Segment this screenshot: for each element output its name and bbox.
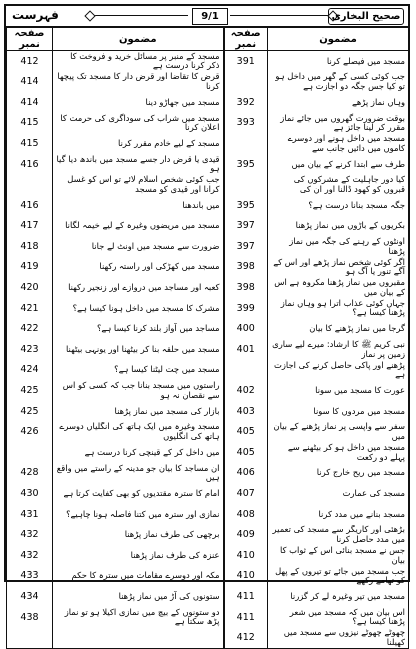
toc-entry-subject: مسجد میں فیصلے کرنا (268, 51, 409, 72)
toc-entry-page: 425 (7, 401, 53, 422)
toc-entry-page: 399 (224, 298, 268, 319)
table-row (7, 51, 409, 72)
toc-entry-page: 415 (7, 113, 53, 134)
toc-entry-subject: ضرورت سے مسجد میں اونٹ لے جانا (53, 236, 224, 257)
toc-entry-subject: امام کا سترہ مقتدیوں کو بھی کفایت کرتا ہے (53, 483, 224, 504)
toc-entry-subject: مشرک کا مسجد میں داخل ہونا کیسا ہے؟ (53, 298, 224, 319)
toc-entry-subject: مسجد میں مردوں کا سونا (268, 401, 409, 422)
column-header-page: صفحہ نمبر (224, 28, 268, 51)
toc-entry-subject: کیا دور جاہلیت کے مشرکوں کی قبروں کو کھود ڈالنا اور ان کی (268, 175, 409, 196)
header-ornament-line-left (90, 15, 188, 16)
table-row (7, 175, 409, 196)
table-row (7, 566, 409, 587)
toc-entry-subject: سفر سے واپسی پر نماز پڑھنے کے بیان میں (268, 422, 409, 443)
toc-entry-page: 405 (224, 422, 268, 443)
table-row (7, 154, 409, 175)
toc-entry-subject: جہاں کوئی عذاب اترا ہو وہاں نماز پڑھنا کیسا ہے؟ (268, 298, 409, 319)
toc-entry-page: 416 (7, 195, 53, 216)
table-row (7, 504, 409, 525)
toc-entry-page: 418 (7, 236, 53, 257)
toc-entry-subject: بکریوں کے باڑوں میں نماز پڑھنا (268, 216, 409, 237)
table-row (7, 401, 409, 422)
toc-entry-page: 407 (224, 483, 268, 504)
toc-entry-subject: ستونوں کی آڑ میں نماز پڑھنا (53, 586, 224, 607)
toc-entry-page: 434 (7, 586, 53, 607)
toc-entry-page: 411 (224, 586, 268, 607)
toc-entry-subject: مسجد کی عمارت (268, 483, 409, 504)
table-row (7, 216, 409, 237)
toc-entry-page: 414 (7, 92, 53, 113)
toc-entry-page: 432 (7, 525, 53, 546)
toc-entry-page: 395 (224, 154, 268, 175)
toc-entry-subject: مسجد میں شراب کی سوداگری کی حرمت کا اعلان کرنا (53, 113, 224, 134)
toc-entry-page (224, 175, 268, 196)
toc-entry-page: 420 (7, 278, 53, 299)
toc-entry-page: 419 (7, 257, 53, 278)
toc-entry-page: 414 (7, 72, 53, 93)
toc-entry-subject: عنزہ کی طرف نماز پڑھنا (53, 545, 224, 566)
table-row (7, 360, 409, 381)
toc-entry-page: 410 (224, 545, 268, 566)
toc-entry-subject: مسجد میں داخل ہونے اور دوسرے کاموں میں دائیں جانب سے (268, 133, 409, 154)
toc-entry-page: 405 (224, 442, 268, 463)
column-header-subject: مضمون (53, 28, 224, 51)
table-row (7, 483, 409, 504)
toc-entry-page: 422 (7, 319, 53, 340)
volume-number: 9/1 (192, 8, 228, 25)
toc-entry-subject: مسجد میں جھاڑو دینا (53, 92, 224, 113)
table-row (7, 113, 409, 134)
toc-entry-subject: بوقت ضرورت گھروں میں جائے نماز مقرر کر لینا جائز ہے (268, 113, 409, 134)
toc-entry-subject: وہاں نماز پڑھے (268, 92, 409, 113)
toc-entry-subject: اگر کوئی شخص نماز پڑھے اور اس کے آگے تنور یا آگ ہو (268, 257, 409, 278)
toc-entry-page: 406 (224, 463, 268, 484)
toc-entry-page: 392 (224, 92, 268, 113)
table-row (7, 463, 409, 484)
toc-entry-subject: طرف سے ابتدا کرنے کے بیان میں (268, 154, 409, 175)
toc-entry-page: 393 (224, 113, 268, 134)
toc-entry-page: 438 (7, 607, 53, 628)
toc-entry-subject: مسجد میں مریضوں وغیرہ کے لیے خیمہ لگانا (53, 216, 224, 237)
toc-entry-subject: اس بیان میں کہ مسجد میں شعر پڑھنا کیسا ہے؟ (268, 607, 409, 628)
toc-entry-page (7, 175, 53, 196)
toc-entry-page: 391 (224, 51, 268, 72)
toc-entry-page: 416 (7, 154, 53, 175)
toc-entry-subject: مقبروں میں نماز پڑھنا مکروہ ہے اس کے بیان میں (268, 278, 409, 299)
toc-entry-subject (53, 628, 224, 649)
toc-entry-page: 400 (224, 319, 268, 340)
page-title: فہرست (12, 8, 59, 22)
table-row (7, 442, 409, 463)
table-row (7, 72, 409, 93)
toc-entry-page: 395 (224, 195, 268, 216)
table-row (7, 298, 409, 319)
toc-entry-subject: گرجا میں نماز پڑھنے کا بیان (268, 319, 409, 340)
toc-entry-page: 398 (224, 257, 268, 278)
toc-entry-page (7, 442, 53, 463)
toc-entry-page: 397 (224, 216, 268, 237)
column-header-subject: مضمون (268, 28, 409, 51)
toc-entry-subject: مساجد میں آواز بلند کرنا کیسا ہے؟ (53, 319, 224, 340)
toc-entry-page: 417 (7, 216, 53, 237)
toc-entry-subject: مسجد وغیرہ میں ایک ہاتھ کی انگلیاں دوسرے ہاتھ کی انگلیوں (53, 422, 224, 443)
toc-entry-subject: ان مساجد کا بیان جو مدینہ کے راستے میں واقع ہیں (53, 463, 224, 484)
toc-entry-subject: جگہ مسجد بنانا درست ہے؟ (268, 195, 409, 216)
toc-page (4, 4, 410, 647)
column-header-page: صفحہ نمبر (7, 28, 53, 51)
toc-entry-page: 401 (224, 339, 268, 360)
toc-entry-subject: جب کوئی کسی کے گھر میں داخل ہو تو کیا جس جگہ دو اجازت ہے (268, 72, 409, 93)
toc-table (6, 27, 409, 649)
book-title: صحیح البخاری (328, 8, 404, 25)
toc-entry-page: 409 (224, 525, 268, 546)
toc-entry-page: 430 (7, 483, 53, 504)
table-row (7, 381, 409, 402)
toc-entry-subject: میں داخل کر کے قینچی کرنا درست ہے (53, 442, 224, 463)
toc-entry-subject: نمازی اور سترہ میں کتنا فاصلہ ہونا چاہیے؟ (53, 504, 224, 525)
toc-entry-subject: دو ستونوں کے بیچ میں نمازی اکیلا ہو تو نماز پڑھ سکتا ہے (53, 607, 224, 628)
toc-entry-page: 428 (7, 463, 53, 484)
table-row (7, 319, 409, 340)
toc-entry-page: 411 (224, 607, 268, 628)
table-row (7, 236, 409, 257)
toc-entry-page (7, 628, 53, 649)
page-header (6, 6, 408, 27)
table-row (7, 422, 409, 443)
toc-entry-page: 421 (7, 298, 53, 319)
table-row (7, 545, 409, 566)
toc-entry-subject: عورت کا مسجد میں سونا (268, 381, 409, 402)
toc-entry-subject: جس نے مسجد بنائی اس کے ثواب کا بیان (268, 545, 409, 566)
toc-entry-subject: مسجد میں داخل ہو کر بیٹھنے سے پہلے دو رکعت (268, 442, 409, 463)
toc-entry-subject: مکہ اور دوسرے مقامات میں سترہ کا حکم (53, 566, 224, 587)
toc-entry-subject: بازار کی مسجد میں نماز پڑھنا (53, 401, 224, 422)
toc-entry-subject: چھوٹے چھوٹے نیزوں سے مسجد میں کھیلنا (268, 628, 409, 649)
table-row (7, 278, 409, 299)
toc-entry-page (224, 360, 268, 381)
toc-entry-page: 397 (224, 236, 268, 257)
toc-entry-page: 410 (224, 566, 268, 587)
toc-entry-page (224, 72, 268, 93)
toc-entry-page: 415 (7, 133, 53, 154)
toc-entry-subject: برچھی کی طرف نماز پڑھنا (53, 525, 224, 546)
table-row (7, 339, 409, 360)
table-row (7, 195, 409, 216)
toc-entry-subject: مسجد میں کھڑکی اور راستہ رکھنا (53, 257, 224, 278)
toc-entry-page: 412 (224, 628, 268, 649)
table-row (7, 586, 409, 607)
toc-entry-page: 426 (7, 422, 53, 443)
toc-entry-subject: مسجد میں چت لیٹنا کیسا ہے؟ (53, 360, 224, 381)
toc-entry-subject: کعبہ اور مساجد میں دروازے اور زنجیر رکھنا (53, 278, 224, 299)
toc-entry-subject: جب مسجد میں جائے تو تیروں کے پھل کو تھامے رکھے (268, 566, 409, 587)
toc-entry-subject: اونٹوں کے رہنے کی جگہ میں نماز پڑھنا (268, 236, 409, 257)
toc-entry-page: 412 (7, 51, 53, 72)
header-ornament-line-right (230, 15, 330, 16)
toc-entry-page: 403 (224, 401, 268, 422)
toc-entry-page: 424 (7, 360, 53, 381)
table-row (7, 628, 409, 649)
toc-entry-page: 423 (7, 339, 53, 360)
toc-header-row (7, 28, 409, 51)
ornament-diamond-icon (84, 10, 95, 21)
table-row (7, 525, 409, 546)
toc-entry-page: 433 (7, 566, 53, 587)
toc-entry-subject: بڑھئی اور کاریگر سے مسجد کی تعمیر میں مدد حاصل کرنا (268, 525, 409, 546)
toc-entry-page: 425 (7, 381, 53, 402)
toc-entry-subject: مسجد کے منبر پر مسائل خرید و فروخت کا ذکر کرنا درست ہے (53, 51, 224, 72)
toc-entry-page: 402 (224, 381, 268, 402)
table-row (7, 133, 409, 154)
table-row (7, 607, 409, 628)
table-row (7, 92, 409, 113)
toc-entry-subject: مسجد بنانے میں مدد کرنا (268, 504, 409, 525)
toc-entry-subject: مسجد میں تیر وغیرہ لے کر گزرنا (268, 586, 409, 607)
toc-entry-subject: قرض کا تقاضا اور قرض دار کا مسجد تک پیچھا کرنا (53, 72, 224, 93)
toc-entry-subject: پڑھنے اور پاکی حاصل کرنے کی اجازت ہے (268, 360, 409, 381)
toc-entry-subject: مسجد میں ریح خارج کرنا (268, 463, 409, 484)
toc-entry-page: 398 (224, 278, 268, 299)
toc-entry-page: 432 (7, 545, 53, 566)
toc-entry-subject: میں باندھنا (53, 195, 224, 216)
toc-entry-subject: قیدی یا قرض دار جسے مسجد میں باندھ دیا گیا ہو (53, 154, 224, 175)
toc-entry-page: 408 (224, 504, 268, 525)
toc-entry-subject: مسجد میں حلقہ بنا کر بیٹھنا اور یونہی بیٹھنا (53, 339, 224, 360)
toc-entry-subject: راستوں میں مسجد بنانا جب کہ کسی کو اس سے نقصان نہ ہو (53, 381, 224, 402)
toc-entry-page: 431 (7, 504, 53, 525)
toc-entry-subject: مسجد کے لیے خادم مقرر کرنا (53, 133, 224, 154)
toc-entry-subject: جب کوئی شخص اسلام لائے تو اس کو غسل کرانا اور قیدی کو مسجد (53, 175, 224, 196)
toc-entry-subject: نبی کریم ﷺ کا ارشاد: میرے لیے ساری زمین پر نماز (268, 339, 409, 360)
toc-entry-page (224, 133, 268, 154)
table-row (7, 257, 409, 278)
